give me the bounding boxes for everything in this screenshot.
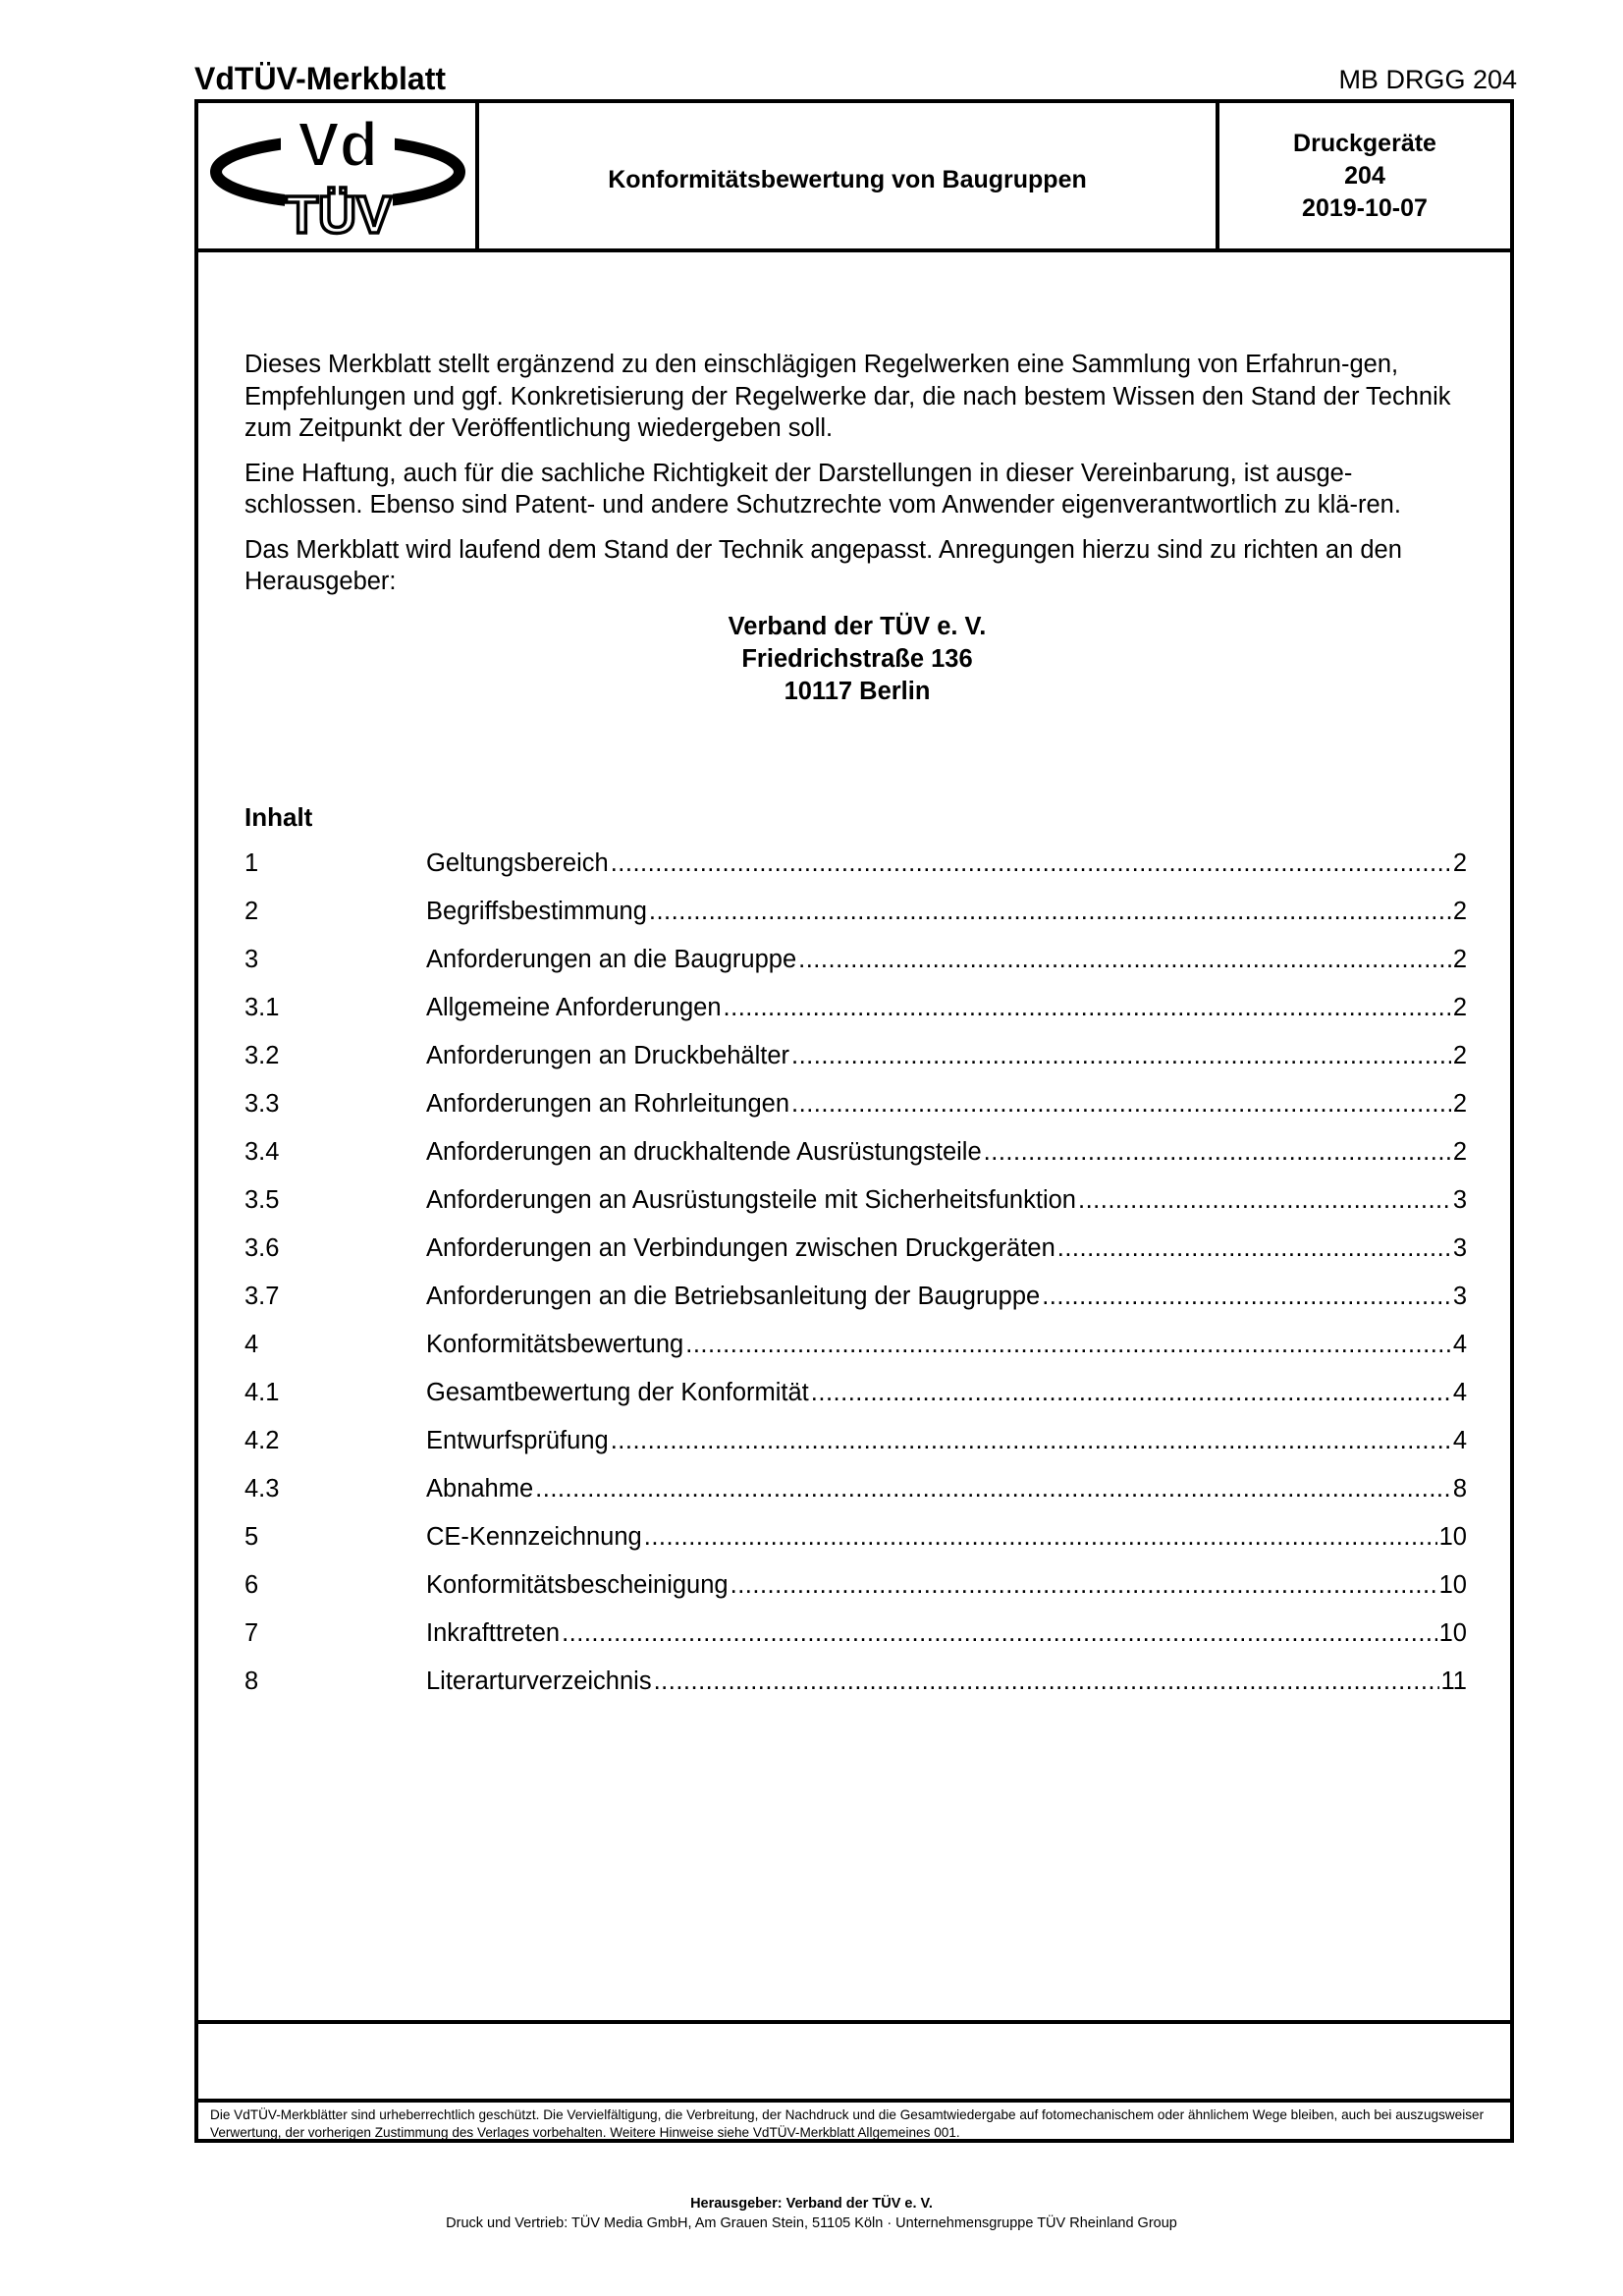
toc-entry-number: 7 bbox=[244, 1619, 259, 1647]
toc-entry-title: Geltungsbereich bbox=[426, 849, 609, 877]
toc-entry-title: Abnahme bbox=[426, 1475, 534, 1503]
toc-entry-number: 5 bbox=[244, 1523, 259, 1551]
toc-entry-number: 3.2 bbox=[244, 1042, 280, 1069]
toc-entry-title: CE-Kennzeichnung bbox=[426, 1523, 642, 1551]
copyright-notice: Die VdTÜV-Merkblätter sind urheberrechtlich geschützt. Die Vervielfältigung, die Verbreitung, der Nachdruck und die Gesamtwiedergabe auf fotomechanischem oder ähnlichem Wege bleiben, auch bei auszugsweiser Verwertung, der vorherigen Zustimmung des Verlages vorbehalten. Weitere Hinweise siehe VdTÜV-Merkblatt Allgemeines 001. bbox=[210, 2107, 1485, 2140]
page-footer bbox=[0, 2194, 1623, 2233]
logo-text-tuev: TÜV bbox=[286, 186, 392, 241]
toc-entry-page: 2 bbox=[1452, 1090, 1467, 1118]
toc-entry[interactable] bbox=[244, 946, 1467, 994]
toc-entry[interactable] bbox=[244, 1186, 1467, 1234]
toc-entry-title: Allgemeine Anforderungen bbox=[426, 994, 722, 1021]
toc-entry[interactable] bbox=[244, 1090, 1467, 1138]
toc-entry-number: 6 bbox=[244, 1571, 259, 1599]
toc-entry-number: 2 bbox=[244, 898, 259, 925]
toc-entry-page: 2 bbox=[1452, 849, 1467, 877]
toc-entry-title: Anforderungen an Rohrleitungen bbox=[426, 1090, 790, 1118]
document-code: MB DRGG 204 bbox=[1338, 65, 1517, 94]
toc-entry-page: 8 bbox=[1452, 1475, 1467, 1503]
toc-entry[interactable] bbox=[244, 1234, 1467, 1283]
toc-entry[interactable] bbox=[244, 1138, 1467, 1186]
toc-leader-dots bbox=[644, 1523, 1437, 1552]
toc-entry-page: 3 bbox=[1452, 1186, 1467, 1214]
toc-leader-dots bbox=[654, 1667, 1439, 1696]
toc-entry[interactable] bbox=[244, 994, 1467, 1042]
toc-entry[interactable] bbox=[244, 1667, 1467, 1716]
toc-leader-dots bbox=[649, 898, 1451, 926]
toc-leader-dots bbox=[811, 1379, 1451, 1407]
footer-distribution: Druck und Vertrieb: TÜV Media GmbH, Am Grauen Stein, 51105 Köln · Unternehmensgruppe TÜV Rheinland Group bbox=[446, 2215, 1177, 2231]
toc-entry-number: 3.1 bbox=[244, 994, 280, 1021]
document-title: Konformitätsbewertung von Baugruppen bbox=[479, 103, 1219, 248]
toc-entry-number: 4.1 bbox=[244, 1379, 280, 1406]
meta-number: 204 bbox=[1344, 161, 1385, 190]
toc-entry-page: 2 bbox=[1452, 1042, 1467, 1069]
toc-entry-page: 10 bbox=[1438, 1571, 1467, 1599]
toc-entry[interactable] bbox=[244, 1475, 1467, 1523]
toc-entry-page: 2 bbox=[1452, 1138, 1467, 1166]
toc-entry-page: 2 bbox=[1452, 994, 1467, 1021]
toc-entry[interactable] bbox=[244, 1619, 1467, 1667]
toc-entry[interactable] bbox=[244, 1571, 1467, 1619]
toc-entry-number: 1 bbox=[244, 849, 259, 877]
meta-category: Druckgeräte bbox=[1293, 129, 1436, 157]
toc-entry-page: 10 bbox=[1438, 1523, 1467, 1551]
toc-entry-page: 11 bbox=[1440, 1667, 1467, 1695]
toc-leader-dots bbox=[1042, 1283, 1451, 1311]
document-meta bbox=[1219, 103, 1510, 248]
toc-entry-title: Anforderungen an die Baugruppe bbox=[426, 946, 797, 973]
header-table bbox=[198, 103, 1510, 252]
toc-entry-page: 3 bbox=[1452, 1234, 1467, 1262]
toc-entry-title: Gesamtbewertung der Konformität bbox=[426, 1379, 809, 1406]
publisher-address bbox=[244, 611, 1470, 708]
logo-cell bbox=[198, 103, 479, 248]
toc-entry-title: Anforderungen an Verbindungen zwischen Druckgeräten bbox=[426, 1234, 1055, 1262]
toc-leader-dots bbox=[611, 1427, 1451, 1455]
logo-text-vd: Vd bbox=[298, 111, 378, 180]
toc-leader-dots bbox=[791, 1090, 1451, 1119]
toc-entry-number: 4.3 bbox=[244, 1475, 280, 1503]
toc-entry[interactable] bbox=[244, 1283, 1467, 1331]
toc-entry-title: Inkrafttreten bbox=[426, 1619, 561, 1647]
vdtuev-logo bbox=[206, 111, 469, 241]
toc-entry-number: 3.3 bbox=[244, 1090, 280, 1118]
toc-leader-dots bbox=[791, 1042, 1451, 1070]
toc-entry-title: Konformitätsbewertung bbox=[426, 1331, 684, 1358]
toc-entry-title: Literarturverzeichnis bbox=[426, 1667, 652, 1695]
toc-entry-title: Entwurfsprüfung bbox=[426, 1427, 609, 1454]
toc-leader-dots bbox=[562, 1619, 1437, 1648]
toc-entry-title: Anforderungen an die Betriebsanleitung der Baugruppe bbox=[426, 1283, 1041, 1310]
toc-entry-number: 3 bbox=[244, 946, 259, 973]
toc-entry-title: Anforderungen an Ausrüstungsteile mit Sicherheitsfunktion bbox=[426, 1186, 1076, 1214]
toc-entry-number: 4 bbox=[244, 1331, 259, 1358]
toc-entry-number: 3.7 bbox=[244, 1283, 280, 1310]
toc-leader-dots bbox=[798, 946, 1451, 974]
toc-entry-number: 4.2 bbox=[244, 1427, 280, 1454]
toc-entry-page: 4 bbox=[1452, 1379, 1467, 1406]
toc-leader-dots bbox=[984, 1138, 1451, 1167]
toc-entry-page: 4 bbox=[1452, 1331, 1467, 1358]
toc-entry-title: Anforderungen an druckhaltende Ausrüstungsteile bbox=[426, 1138, 982, 1166]
series-title: VdTÜV-Merkblatt bbox=[194, 61, 447, 96]
toc-leader-dots bbox=[724, 994, 1451, 1022]
toc-entry[interactable] bbox=[244, 1379, 1467, 1427]
intro-section bbox=[244, 349, 1470, 708]
toc-leader-dots bbox=[685, 1331, 1451, 1359]
toc-entry-number: 3.5 bbox=[244, 1186, 280, 1214]
toc-entry[interactable] bbox=[244, 1042, 1467, 1090]
toc-leader-dots bbox=[730, 1571, 1437, 1600]
meta-date: 2019-10-07 bbox=[1302, 193, 1428, 222]
toc-heading: Inhalt bbox=[244, 802, 313, 832]
toc-entry-title: Konformitätsbescheinigung bbox=[426, 1571, 729, 1599]
intro-paragraph-3: Das Merkblatt wird laufend dem Stand der Technik angepasst. Anregungen hierzu sind zu richten an den Herausgeber: bbox=[244, 535, 1402, 595]
toc-entry-title: Begriffsbestimmung bbox=[426, 898, 647, 925]
toc-entry[interactable] bbox=[244, 849, 1467, 898]
address-line-2: Friedrichstraße 136 bbox=[741, 644, 973, 673]
toc-entry-page: 2 bbox=[1452, 898, 1467, 925]
address-line-3: 10117 Berlin bbox=[784, 677, 931, 705]
toc-leader-dots bbox=[1057, 1234, 1451, 1263]
footer-publisher: Herausgeber: Verband der TÜV e. V. bbox=[690, 2196, 933, 2212]
intro-paragraph-1: Dieses Merkblatt stellt ergänzend zu den einschlägigen Regelwerken eine Sammlung von Erfahrun-gen, Empfehlungen und ggf. Konkretisierung der Regelwerke dar, die nach bestem Wissen den Stand der Technik zum Zeitpunkt der Veröffentlichung wiedergeben soll. bbox=[244, 351, 1451, 442]
toc-entry-number: 3.6 bbox=[244, 1234, 280, 1262]
address-line-1: Verband der TÜV e. V. bbox=[728, 612, 987, 640]
toc-entry-page: 10 bbox=[1438, 1619, 1467, 1647]
toc-entry-title: Anforderungen an Druckbehälter bbox=[426, 1042, 789, 1069]
toc-entry-number: 8 bbox=[244, 1667, 259, 1695]
table-of-contents bbox=[244, 849, 1467, 1716]
intro-paragraph-2: Eine Haftung, auch für die sachliche Richtigkeit der Darstellungen in dieser Vereinbarung, ist ausge-schlossen. Ebenso sind Patent- und andere Schutzrechte vom Anwender eigenverantwortlich zu klä-ren. bbox=[244, 459, 1401, 519]
toc-entry-page: 2 bbox=[1452, 946, 1467, 973]
box-divider bbox=[198, 2020, 1510, 2024]
document-frame bbox=[194, 99, 1514, 2143]
toc-leader-dots bbox=[535, 1475, 1451, 1503]
toc-entry[interactable] bbox=[244, 1427, 1467, 1475]
toc-entry[interactable] bbox=[244, 898, 1467, 946]
toc-entry-number: 3.4 bbox=[244, 1138, 280, 1166]
toc-entry[interactable] bbox=[244, 1331, 1467, 1379]
toc-entry-page: 4 bbox=[1452, 1427, 1467, 1454]
box-divider bbox=[198, 2099, 1510, 2103]
toc-entry-page: 3 bbox=[1452, 1283, 1467, 1310]
toc-entry[interactable] bbox=[244, 1523, 1467, 1571]
toc-leader-dots bbox=[611, 849, 1451, 878]
toc-leader-dots bbox=[1078, 1186, 1451, 1215]
